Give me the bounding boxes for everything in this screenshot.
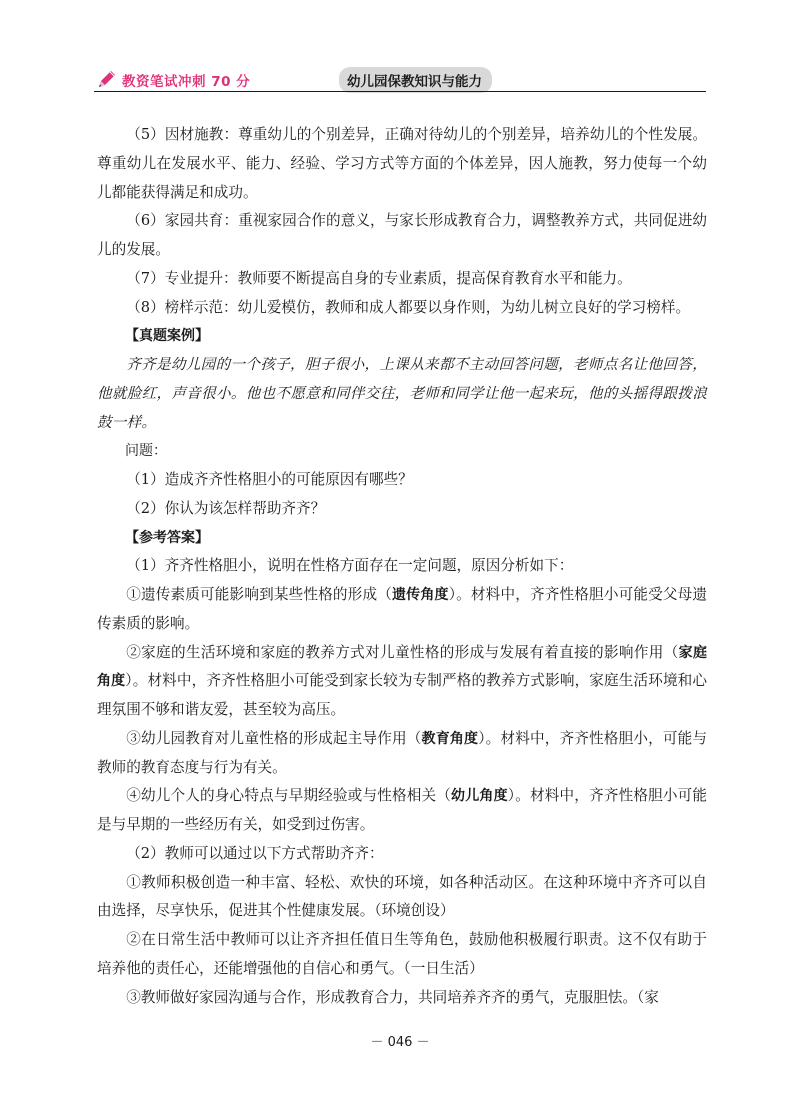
- page-header: [94, 66, 706, 94]
- pencil-icon: [96, 68, 118, 90]
- keyword: 遗传角度: [391, 587, 449, 603]
- principle-paragraph: （7）专业提升：教师要不断提高自身的专业素质，提高保育教育水平和能力。: [126, 269, 632, 287]
- method-paragraph: ③教师做好家园沟通与合作，形成教育合力，共同培养齐齐的勇气，克服胆怯。（家: [126, 988, 659, 1006]
- reason-paragraph: ②家庭的生活环境和家庭的教养方式对儿童性格的形成与发展有着直接的影响作用（家庭角度）。材料中，齐齐性格胆小可能受到家长较为专制严格的教养方式影响，家庭生活环境和心理氛围不够和谐友爱，甚至较为高压。: [97, 643, 707, 718]
- method-paragraph: ②在日常生活中教师可以让齐齐担任值日生等角色，鼓励他积极履行职责。这不仅有助于培养他的责任心，还能增强他的自信心和勇气。（一日生活）: [97, 931, 707, 977]
- header-rule: [94, 91, 706, 92]
- book-title: 幼儿园保教知识与能力: [339, 67, 492, 93]
- keyword: 教育角度: [421, 730, 479, 747]
- answer-part2-intro: （2）教师可以通过以下方式帮助齐齐：: [126, 844, 384, 862]
- reason-paragraph: ①遗传素质可能影响到某些性格的形成（遗传角度）。材料中，齐齐性格胆小可能受父母遗传素质的影响。: [97, 586, 708, 632]
- keyword: 家庭角度: [97, 644, 707, 690]
- question-item: （1）造成齐齐性格胆小的可能原因有哪些？: [126, 471, 413, 488]
- case-heading: 【真题案例】: [125, 328, 209, 345]
- method-paragraph: ①教师积极创造一种丰富、轻松、欢快的环境，如各种活动区。在这种环境中齐齐可以自由选择，尽享快乐，促进其个性健康发展。（环境创设）: [97, 873, 707, 920]
- answer-heading: 【参考答案】: [125, 529, 209, 546]
- reason-paragraph: ④幼儿个人的身心特点与早期经验或与性格相关（幼儿角度）。材料中，齐齐性格胆小可能是与早期的一些经历有关，如受到过伤害。: [97, 787, 708, 833]
- reason-paragraph: ③幼儿园教育对儿童性格的形成起主导作用（教育角度）。材料中，齐齐性格胆小，可能与教师的教育态度与行为有关。: [97, 729, 708, 776]
- page-content: [97, 121, 707, 1012]
- question-label: 问题：: [125, 443, 167, 460]
- case-text: 齐齐是幼儿园的一个孩子，胆子很小，上课从来都不主动回答问题，老师点名让他回答，他就脸红，声音很小。他也不愿意和同伴交往，老师和同学让他一起来玩，他的头摇得跟拨浪鼓一样。: [97, 357, 707, 431]
- answer-part1-intro: （1）齐齐性格胆小，说明在性格方面存在一定问题，原因分析如下：: [126, 557, 574, 575]
- question-item: （2）你认为该怎样帮助齐齐？: [126, 499, 326, 517]
- principle-paragraph: （8）榜样示范：幼儿爱模仿，教师和成人都要以身作则，为幼儿树立良好的学习榜样。: [126, 298, 691, 316]
- principle-paragraph: （5）因材施教：尊重幼儿的个别差异，正确对待幼儿的个别差异，培养幼儿的个性发展。尊重幼儿在发展水平、能力、经验、学习方式等方面的个体差异，因人施教，努力使每一个幼儿都能获得满足和成功。: [97, 126, 707, 201]
- page-number: － 046 －: [370, 1035, 430, 1050]
- keyword: 幼儿角度: [451, 788, 508, 805]
- principle-paragraph: （6）家园共育：重视家园合作的意义，与家长形成教育合力，调整教养方式，共同促进幼儿的发展。: [97, 212, 707, 258]
- series-title: 教资笔试冲刺 70 分: [122, 74, 251, 90]
